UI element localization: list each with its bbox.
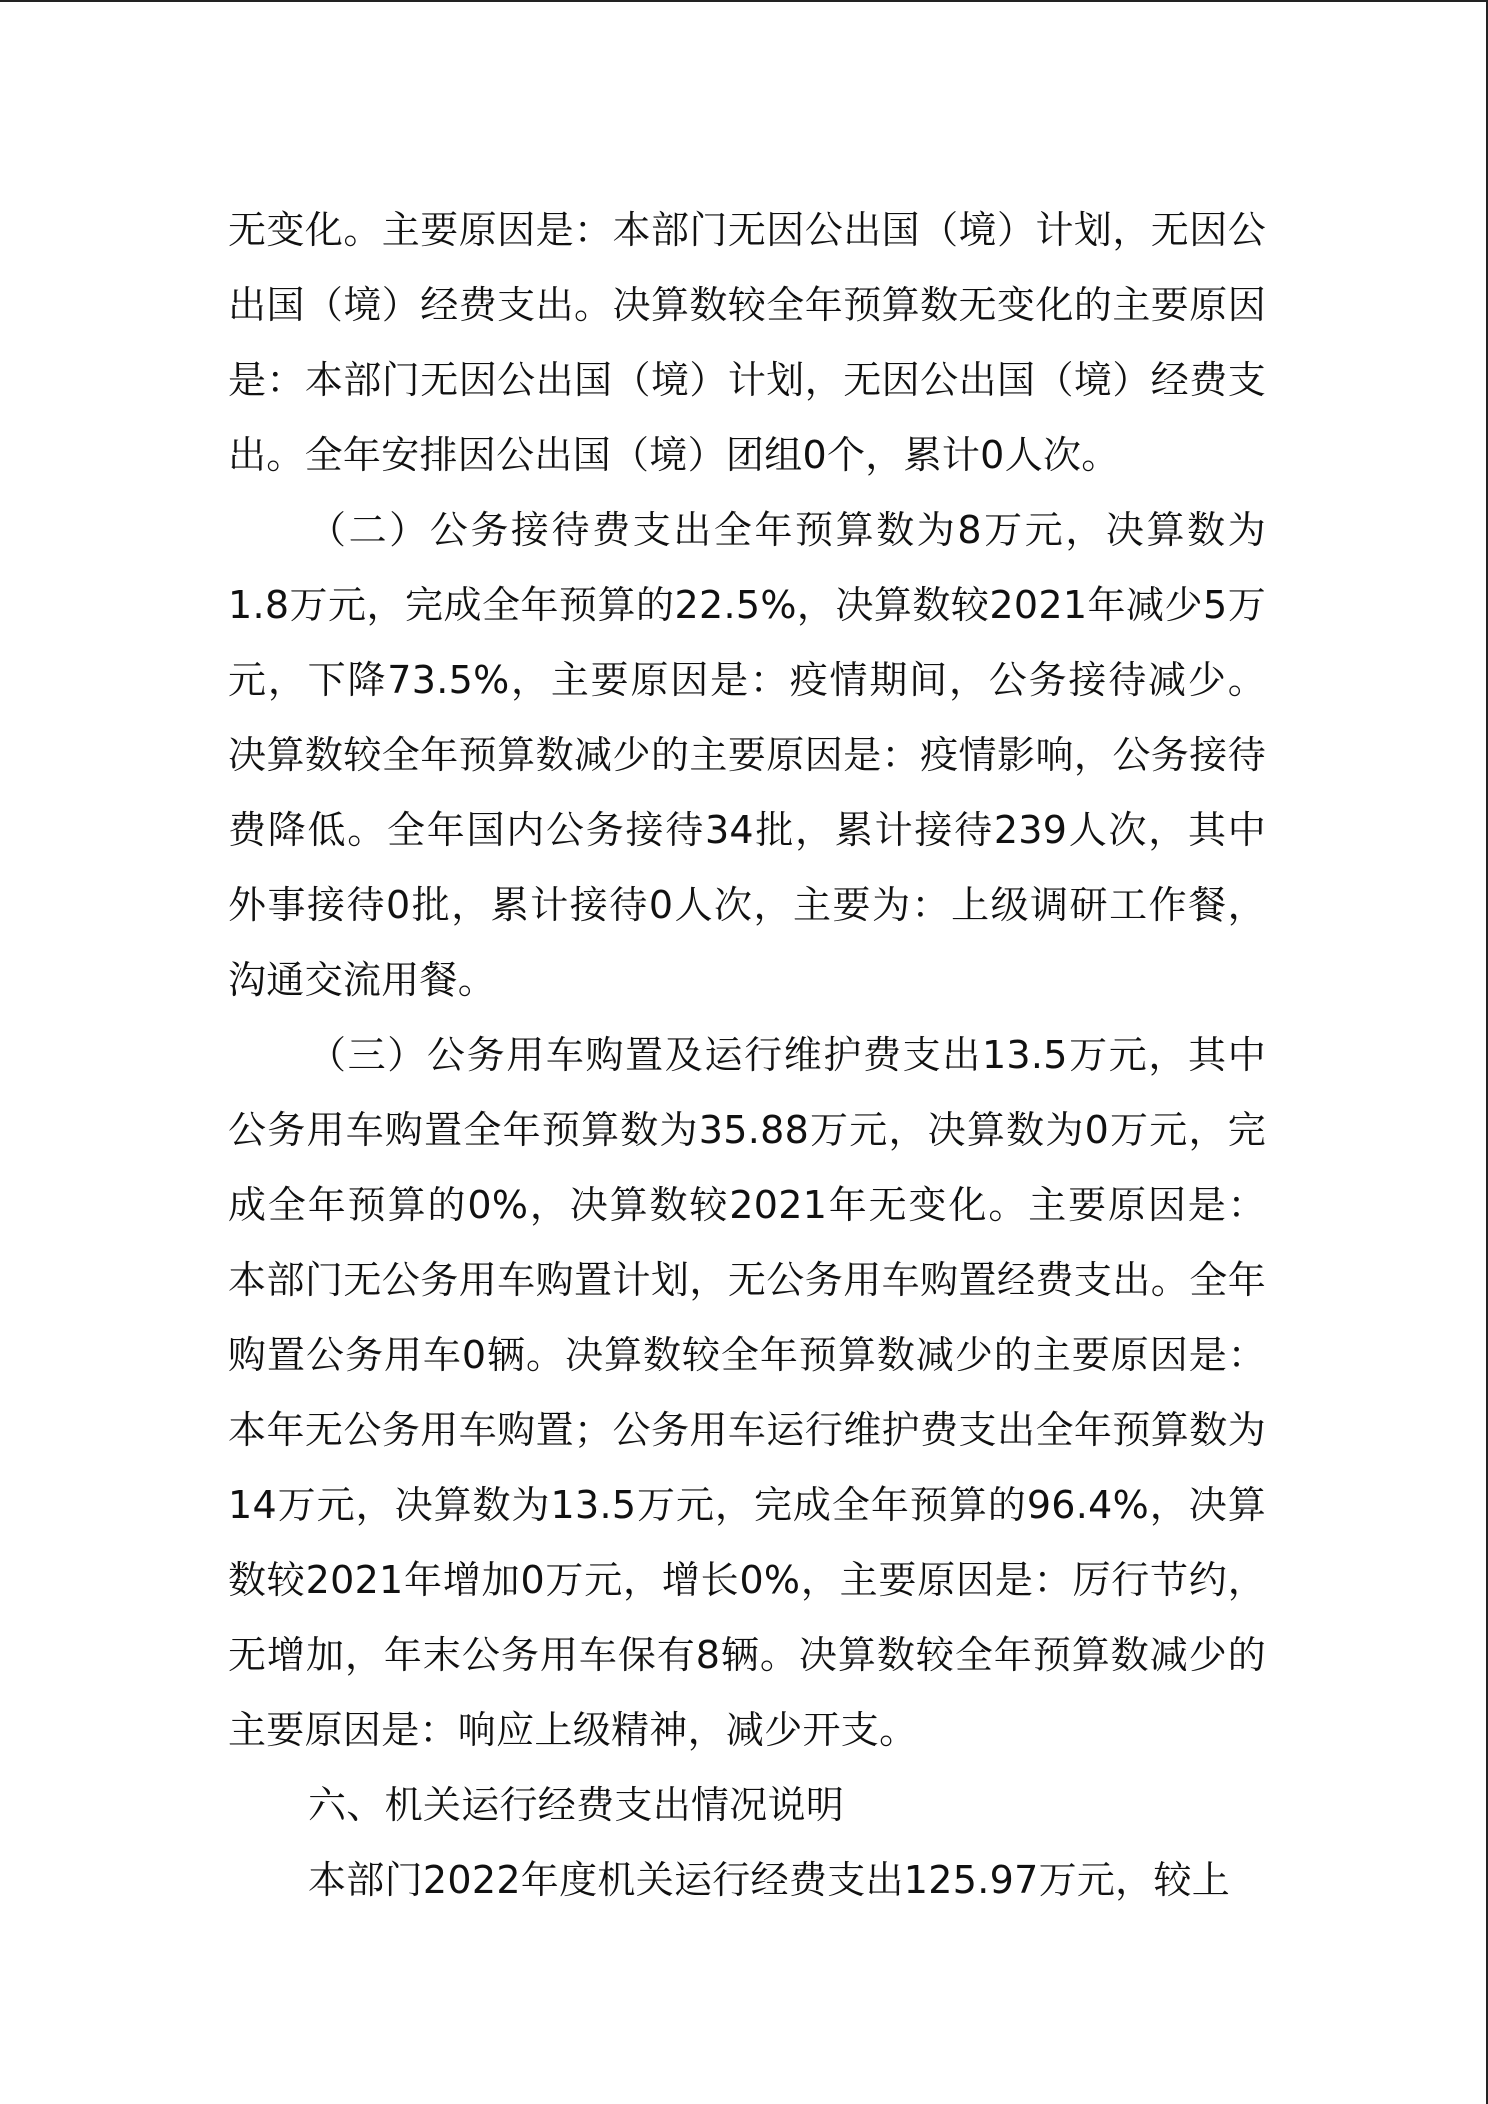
paragraph-operating-expenses: 本部门2022年度机关运行经费支出125.97万元，较上 xyxy=(308,1858,1231,1902)
paragraph-outbound-travel: 无变化。主要原因是：本部门无因公出国（境）计划，无因公出国（境）经费支出。决算数较全年预算数无变化的主要原因是：本部门无因公出国（境）计划，无因公出国（境）经费支出。全年安排因公出国（境）团组0个，累计0人次。 xyxy=(228,208,1266,477)
section-heading-operating-expenses: 六、机关运行经费支出情况说明 xyxy=(308,1783,845,1827)
paragraph-vehicle-expenses: （三）公务用车购置及运行维护费支出13.5万元，其中公务用车购置全年预算数为35.88万元，决算数为0万元，完成全年预算的0%，决算数较2021年无变化。主要原因是：本部门无公务用车购置计划，无公务用车购置经费支出。全年购置公务用车0辆。决算数较全年预算数减少的主要原因是：本年无公务用车购置；公务用车运行维护费支出全年预算数为14万元，决算数为13.5万元，完成全年预算的96.4%，决算数较2021年增加0万元，增长0%，主要原因是：厉行节约，无增加，年末公务用车保有8辆。决算数较全年预算数减少的主要原因是：响应上级精神，减少开支。 xyxy=(228,1033,1266,1752)
paragraph-reception-expenses: （二）公务接待费支出全年预算数为8万元，决算数为1.8万元，完成全年预算的22.5%，决算数较2021年减少5万元，下降73.5%，主要原因是：疫情期间，公务接待减少。决算数较全年预算数减少的主要原因是：疫情影响，公务接待费降低。全年国内公务接待34批，累计接待239人次，其中外事接待0批，累计接待0人次，主要为：上级调研工作餐，沟通交流用餐。 xyxy=(228,508,1266,1002)
document-body xyxy=(228,193,1266,1918)
